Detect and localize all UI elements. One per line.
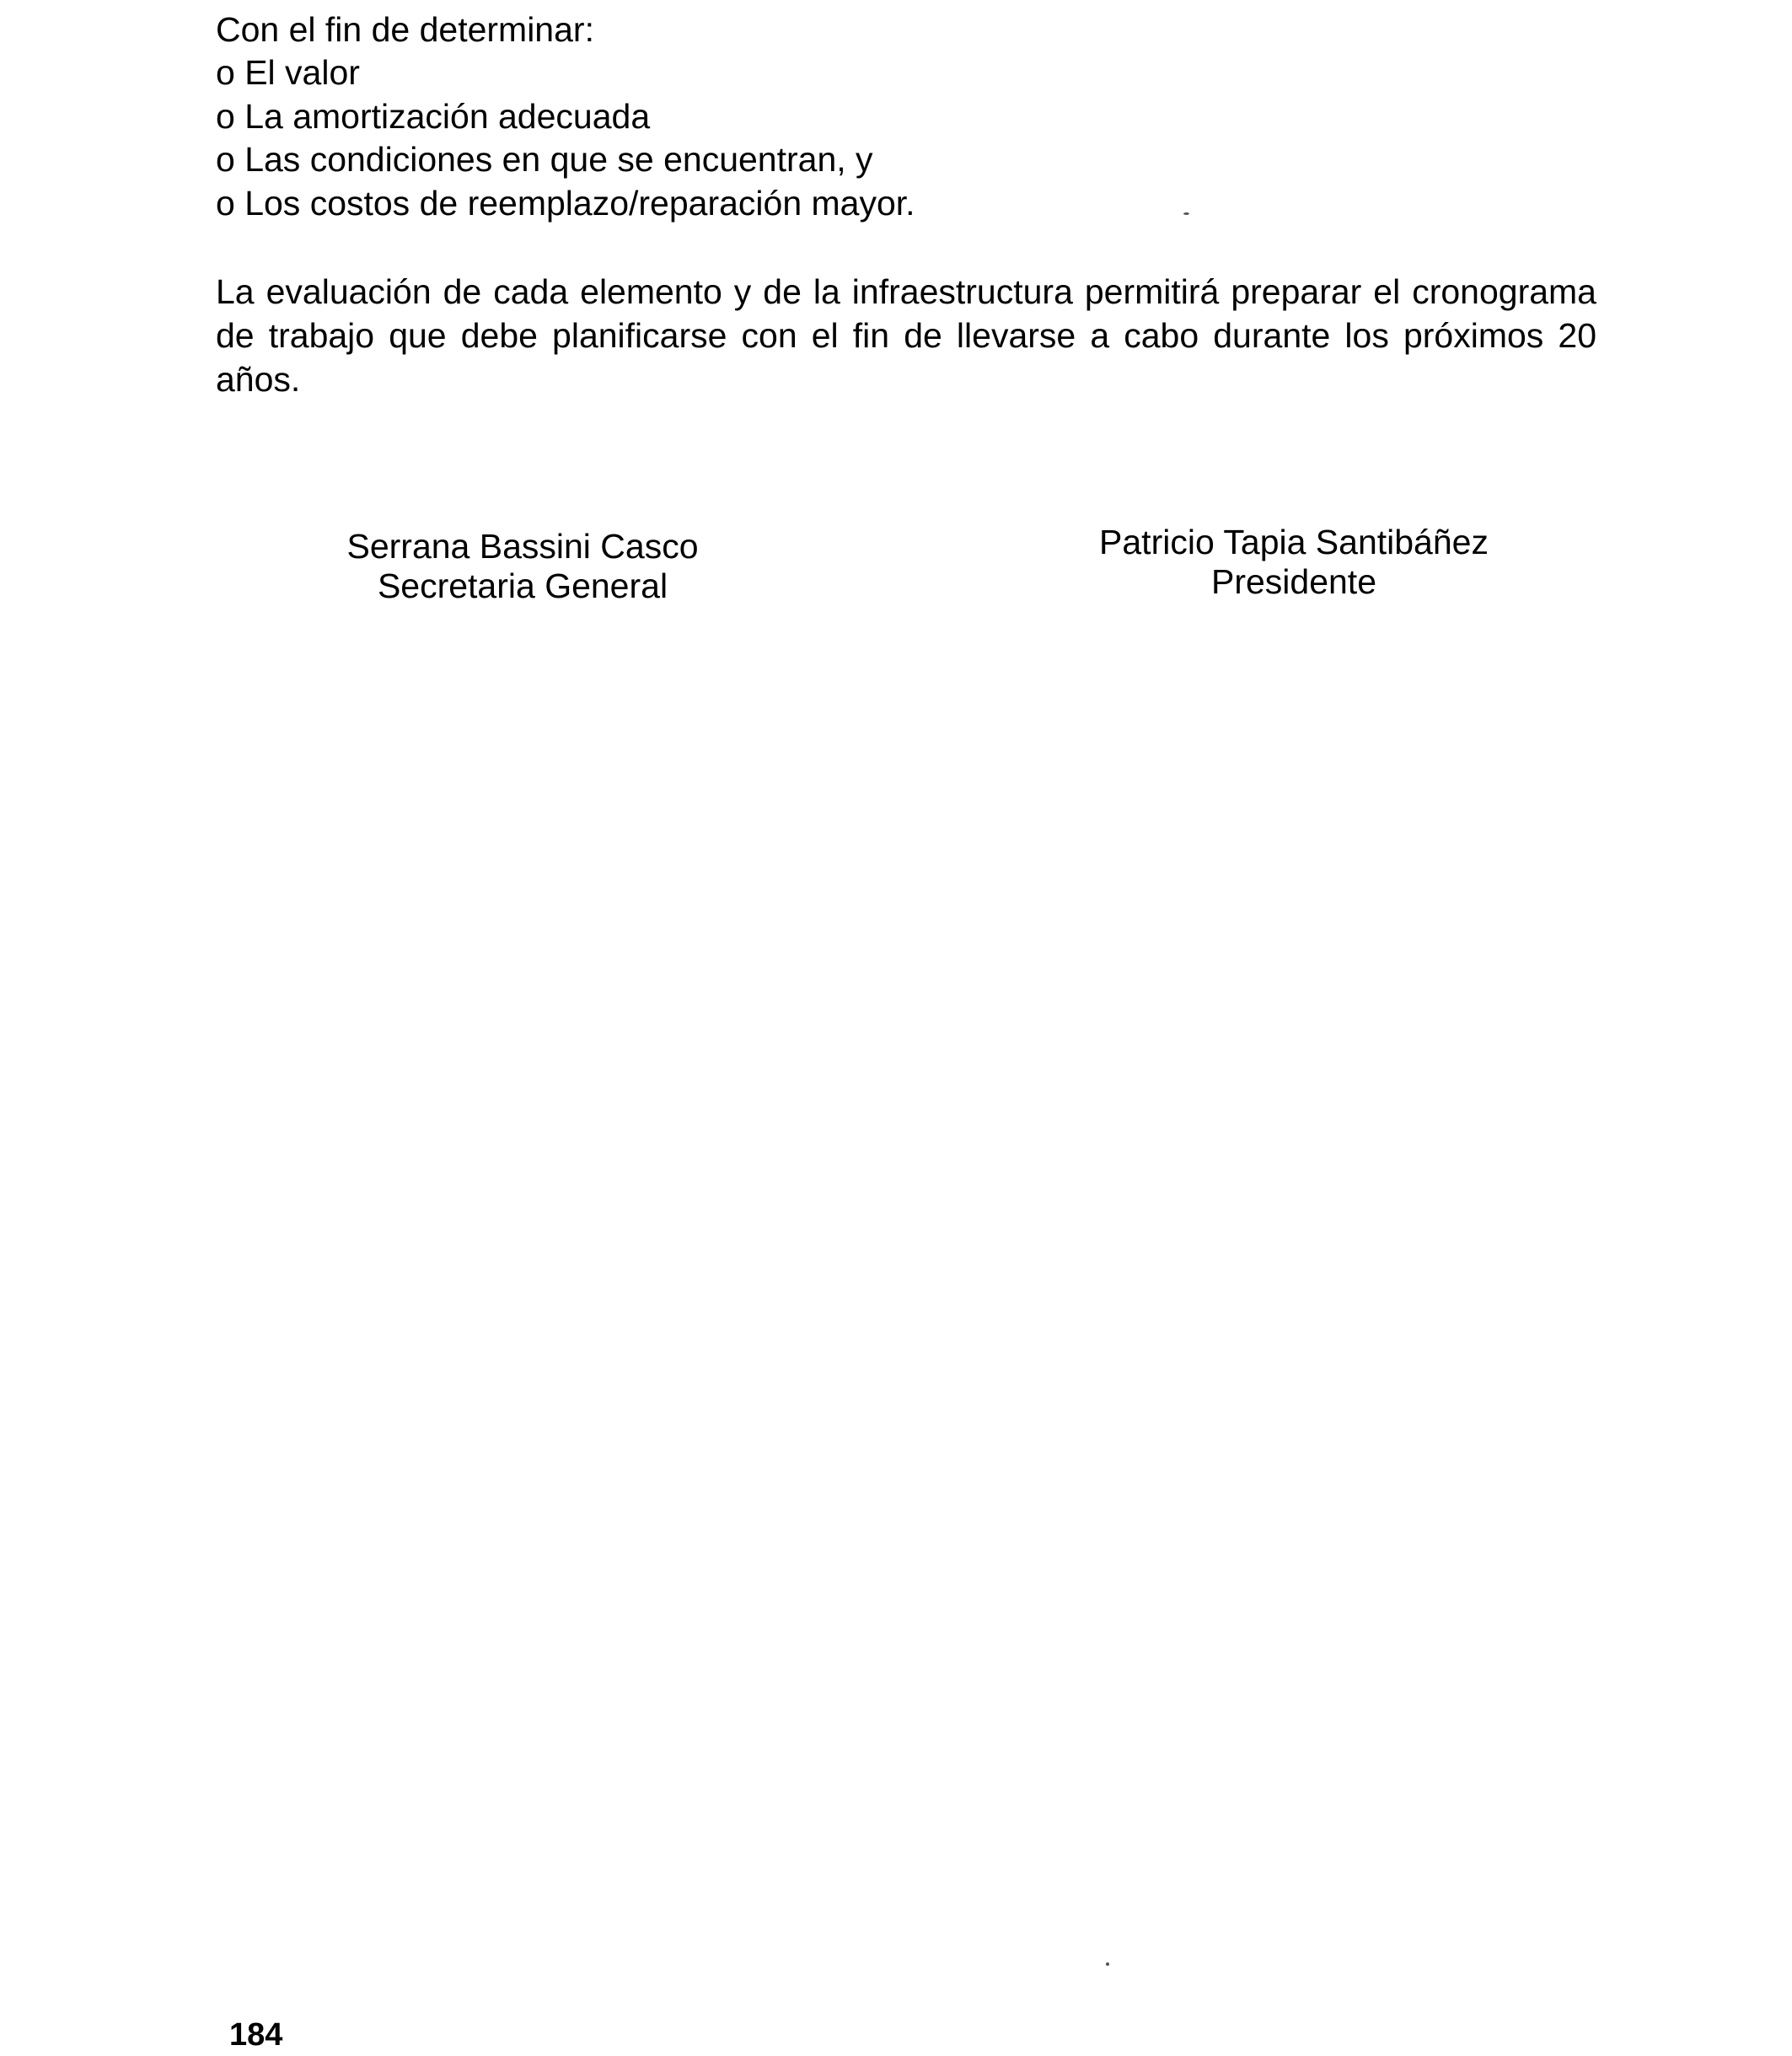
list-item: o La amortización adecuada: [216, 96, 651, 136]
signature-block-secretary: [270, 527, 775, 606]
scan-speck: [1183, 212, 1189, 215]
scan-speck: [1106, 1962, 1109, 1966]
bullet-list: [216, 51, 915, 225]
page-number: 184: [229, 2017, 283, 2053]
signature-title: Secretaria General: [377, 566, 668, 605]
list-item: o El valor: [216, 53, 360, 92]
list-item: o Los costos de reemplazo/reparación mayor.: [216, 183, 915, 223]
signature-name: Serrana Bassini Casco: [346, 527, 699, 566]
signature-name: Patricio Tapia Santibáñez: [1099, 523, 1489, 561]
intro-text: Con el fin de determinar:: [216, 10, 594, 49]
signature-block-president: [1041, 523, 1547, 602]
body-paragraph: La evaluación de cada elemento y de la infraestructura permitirá preparar el cronograma de trabajo que debe planificarse con el fin de llevarse a cabo durante los próximos 20 años.: [216, 272, 1596, 399]
list-item: o Las condiciones en que se encuentran, y: [216, 140, 873, 179]
signature-title: Presidente: [1210, 562, 1376, 601]
